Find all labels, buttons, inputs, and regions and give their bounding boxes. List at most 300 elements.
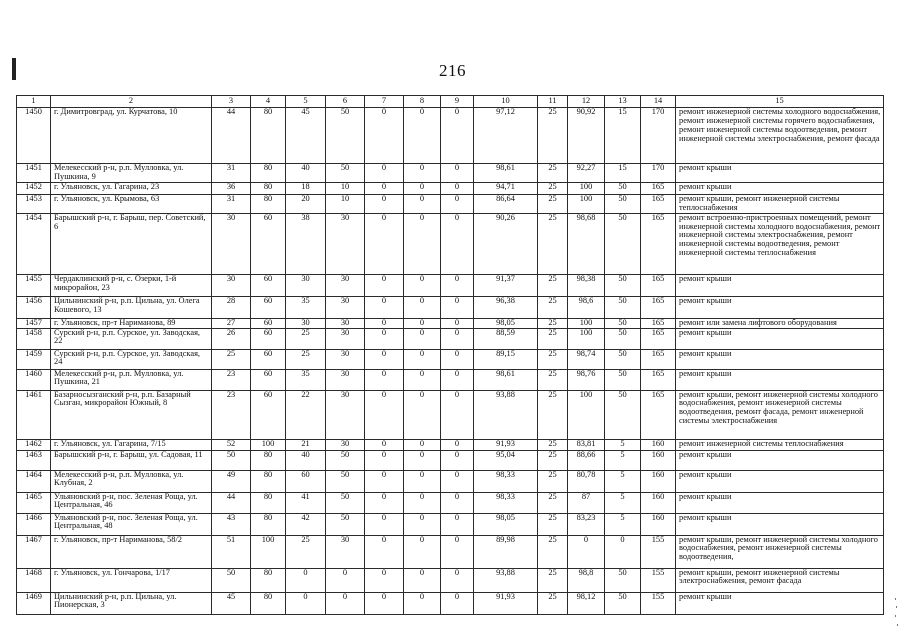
value-cell: 88,66 [568,450,605,470]
value-cell: 0 [441,535,474,568]
value-cell: 98,74 [568,349,605,369]
value-cell: 21 [286,439,326,450]
value-cell: 98,76 [568,369,605,390]
value-cell: 160 [641,470,676,492]
table-row [17,194,884,213]
value-cell: 41 [286,492,326,513]
value-cell: 100 [568,318,605,328]
value-cell: 0 [441,164,474,183]
value-cell: 98,33 [474,492,538,513]
value-cell: 98,61 [474,369,538,390]
works-cell: ремонт инженерной системы холодного водоснабжения, ремонт инженерной системы горячего водоснабжения, ремонт инженерной системы водоотведения, ремонт инженерной системы электроснабжения, ремонт фасада [676,108,884,164]
address-cell: Ульяновский р-н, пос. Зеленая Роща, ул. Центральная, 46 [51,492,212,513]
value-cell: 0 [365,328,404,349]
value-cell: 165 [641,213,676,274]
value-cell: 31 [212,164,251,183]
row-number-cell: 1462 [17,439,51,450]
works-cell: ремонт крыши [676,369,884,390]
value-cell: 25 [538,274,568,296]
works-cell: ремонт крыши [676,328,884,349]
value-cell: 80 [251,450,286,470]
value-cell: 35 [286,296,326,318]
row-number-cell: 1461 [17,390,51,439]
value-cell: 160 [641,439,676,450]
value-cell: 50 [605,592,641,614]
address-cell: г. Ульяновск, ул. Гагарина, 7/15 [51,439,212,450]
value-cell: 88,59 [474,328,538,349]
value-cell: 80 [251,164,286,183]
value-cell: 80 [251,513,286,535]
value-cell: 92,27 [568,164,605,183]
column-number-header: 6 [326,96,365,108]
value-cell: 25 [538,568,568,592]
value-cell: 100 [251,535,286,568]
value-cell: 0 [365,194,404,213]
value-cell: 94,71 [474,182,538,194]
row-number-cell: 1457 [17,318,51,328]
value-cell: 23 [212,369,251,390]
value-cell: 60 [251,213,286,274]
table-row [17,328,884,349]
works-cell: ремонт или замена лифтового оборудования [676,318,884,328]
value-cell: 44 [212,492,251,513]
address-cell: Ульяновский р-н, пос. Зеленая Роща, ул. Центральная, 48 [51,513,212,535]
value-cell: 50 [605,390,641,439]
value-cell: 50 [605,328,641,349]
table-row [17,470,884,492]
value-cell: 0 [365,108,404,164]
value-cell: 80 [251,470,286,492]
row-number-cell: 1456 [17,296,51,318]
works-cell: ремонт крыши, ремонт инженерной системы холодного водоснабжения, ремонт инженерной системы водоотведения, [676,535,884,568]
value-cell: 160 [641,492,676,513]
header-row [17,96,884,108]
value-cell: 80 [251,194,286,213]
value-cell: 25 [538,213,568,274]
value-cell: 60 [251,296,286,318]
value-cell: 83,81 [568,439,605,450]
value-cell: 0 [404,492,441,513]
value-cell: 0 [404,296,441,318]
table-body [17,96,884,615]
table-row [17,492,884,513]
value-cell: 20 [286,194,326,213]
value-cell: 0 [441,274,474,296]
value-cell: 15 [605,164,641,183]
value-cell: 30 [212,274,251,296]
value-cell: 0 [441,592,474,614]
value-cell: 25 [538,513,568,535]
value-cell: 0 [404,450,441,470]
value-cell: 0 [568,535,605,568]
value-cell: 25 [538,328,568,349]
row-number-cell: 1465 [17,492,51,513]
value-cell: 26 [212,328,251,349]
table-row [17,592,884,614]
value-cell: 98,05 [474,513,538,535]
row-number-cell: 1454 [17,213,51,274]
row-number-cell: 1455 [17,274,51,296]
value-cell: 5 [605,450,641,470]
value-cell: 25 [538,439,568,450]
value-cell: 5 [605,439,641,450]
column-number-header: 11 [538,96,568,108]
value-cell: 60 [251,390,286,439]
value-cell: 0 [441,318,474,328]
value-cell: 98,33 [474,470,538,492]
value-cell: 25 [538,492,568,513]
value-cell: 40 [286,450,326,470]
value-cell: 43 [212,513,251,535]
address-cell: Цильнинский р-н, р.п. Цильна, ул. Олега Кошевого, 13 [51,296,212,318]
address-cell: Цильнинский р-н, р.п. Цильна, ул. Пионерская, 3 [51,592,212,614]
value-cell: 0 [404,568,441,592]
address-cell: Мелекесский р-н, р.п. Мулловка, ул. Пушкина, 9 [51,164,212,183]
value-cell: 0 [286,592,326,614]
value-cell: 0 [404,108,441,164]
value-cell: 38 [286,213,326,274]
value-cell: 42 [286,513,326,535]
table-row [17,568,884,592]
table-row [17,296,884,318]
value-cell: 91,93 [474,439,538,450]
value-cell: 0 [441,194,474,213]
value-cell: 93,88 [474,390,538,439]
value-cell: 30 [326,296,365,318]
value-cell: 80 [251,182,286,194]
housing-repair-table [16,95,884,615]
address-cell: Чердаклинский р-н, с. Озерки, 1-й микрорайон, 23 [51,274,212,296]
value-cell: 83,23 [568,513,605,535]
row-number-cell: 1459 [17,349,51,369]
value-cell: 0 [441,513,474,535]
value-cell: 25 [212,349,251,369]
value-cell: 50 [605,349,641,369]
value-cell: 165 [641,328,676,349]
value-cell: 25 [538,349,568,369]
value-cell: 0 [441,568,474,592]
value-cell: 100 [568,390,605,439]
value-cell: 87 [568,492,605,513]
value-cell: 95,04 [474,450,538,470]
value-cell: 0 [441,390,474,439]
value-cell: 0 [365,535,404,568]
value-cell: 51 [212,535,251,568]
address-cell: Мелекесский р-н, р.п. Мулловка, ул. Клубная, 2 [51,470,212,492]
value-cell: 0 [404,535,441,568]
value-cell: 100 [568,194,605,213]
value-cell: 0 [404,592,441,614]
value-cell: 0 [441,213,474,274]
value-cell: 0 [404,328,441,349]
value-cell: 50 [605,213,641,274]
value-cell: 25 [286,349,326,369]
column-number-header: 7 [365,96,404,108]
value-cell: 165 [641,194,676,213]
address-cell: г. Ульяновск, ул. Гагарина, 23 [51,182,212,194]
value-cell: 40 [286,164,326,183]
value-cell: 0 [404,182,441,194]
column-number-header: 1 [17,96,51,108]
value-cell: 35 [286,369,326,390]
row-number-cell: 1466 [17,513,51,535]
value-cell: 0 [365,164,404,183]
value-cell: 0 [365,439,404,450]
value-cell: 50 [605,182,641,194]
value-cell: 0 [404,194,441,213]
value-cell: 0 [365,470,404,492]
value-cell: 80 [251,592,286,614]
value-cell: 50 [326,164,365,183]
value-cell: 28 [212,296,251,318]
value-cell: 93,88 [474,568,538,592]
value-cell: 98,68 [568,213,605,274]
value-cell: 0 [404,213,441,274]
value-cell: 50 [326,450,365,470]
value-cell: 165 [641,274,676,296]
value-cell: 25 [538,296,568,318]
value-cell: 60 [251,328,286,349]
value-cell: 50 [212,568,251,592]
value-cell: 30 [326,390,365,439]
value-cell: 0 [441,108,474,164]
address-cell: Барышский р-н, г. Барыш, ул. Садовая, 11 [51,450,212,470]
value-cell: 0 [365,213,404,274]
row-number-cell: 1458 [17,328,51,349]
value-cell: 86,64 [474,194,538,213]
works-cell: ремонт крыши [676,164,884,183]
value-cell: 0 [404,274,441,296]
value-cell: 165 [641,349,676,369]
row-number-cell: 1460 [17,369,51,390]
value-cell: 25 [538,194,568,213]
table-row [17,369,884,390]
address-cell: Барышский р-н, г. Барыш, пер. Советский, 6 [51,213,212,274]
value-cell: 50 [326,108,365,164]
value-cell: 155 [641,535,676,568]
value-cell: 90,26 [474,213,538,274]
value-cell: 60 [286,470,326,492]
table-row [17,318,884,328]
value-cell: 25 [538,369,568,390]
value-cell: 50 [605,296,641,318]
works-cell: ремонт крыши, ремонт инженерной системы холодного водоснабжения, ремонт инженерной системы водоотведения, ремонт фасада, ремонт инженерной системы электроснабжения [676,390,884,439]
table-row [17,439,884,450]
row-number-cell: 1453 [17,194,51,213]
value-cell: 80 [251,108,286,164]
value-cell: 0 [365,369,404,390]
value-cell: 0 [441,296,474,318]
value-cell: 98,6 [568,296,605,318]
value-cell: 0 [441,328,474,349]
address-cell: г. Ульяновск, пр-т Нариманова, 58/2 [51,535,212,568]
value-cell: 27 [212,318,251,328]
value-cell: 15 [605,108,641,164]
value-cell: 165 [641,390,676,439]
value-cell: 98,05 [474,318,538,328]
value-cell: 30 [212,213,251,274]
value-cell: 50 [605,318,641,328]
works-cell: ремонт крыши [676,296,884,318]
column-number-header: 5 [286,96,326,108]
value-cell: 10 [326,182,365,194]
value-cell: 0 [441,450,474,470]
value-cell: 0 [365,568,404,592]
works-cell: ремонт крыши [676,182,884,194]
column-number-header: 15 [676,96,884,108]
value-cell: 18 [286,182,326,194]
column-number-header: 13 [605,96,641,108]
value-cell: 0 [365,182,404,194]
value-cell: 0 [365,318,404,328]
value-cell: 80 [251,492,286,513]
value-cell: 89,15 [474,349,538,369]
value-cell: 0 [404,318,441,328]
works-cell: ремонт крыши [676,349,884,369]
works-cell: ремонт инженерной системы теплоснабжения [676,439,884,450]
works-cell: ремонт крыши [676,450,884,470]
value-cell: 0 [365,390,404,439]
value-cell: 0 [365,349,404,369]
address-cell: г. Ульяновск, ул. Крымова, 63 [51,194,212,213]
row-number-cell: 1469 [17,592,51,614]
value-cell: 31 [212,194,251,213]
value-cell: 155 [641,568,676,592]
value-cell: 30 [326,535,365,568]
value-cell: 0 [404,390,441,439]
table-row [17,108,884,164]
column-number-header: 10 [474,96,538,108]
value-cell: 5 [605,470,641,492]
value-cell: 170 [641,164,676,183]
value-cell: 98,12 [568,592,605,614]
value-cell: 30 [286,318,326,328]
value-cell: 25 [538,390,568,439]
value-cell: 100 [568,182,605,194]
value-cell: 0 [441,349,474,369]
value-cell: 44 [212,108,251,164]
column-number-header: 12 [568,96,605,108]
works-cell: ремонт встроенно-пристроенных помещений, ремонт инженерной системы холодного водоснабжения, ремонт инженерной системы электроснабжения, ремонт инженерной системы водоотведения, ремонт инженерной системы теплоснабжения [676,213,884,274]
value-cell: 50 [605,369,641,390]
address-cell: г. Ульяновск, ул. Гончарова, 1/17 [51,568,212,592]
value-cell: 0 [326,592,365,614]
value-cell: 160 [641,513,676,535]
value-cell: 0 [365,274,404,296]
value-cell: 25 [538,108,568,164]
value-cell: 0 [404,349,441,369]
value-cell: 0 [404,164,441,183]
value-cell: 30 [326,328,365,349]
value-cell: 25 [538,535,568,568]
value-cell: 60 [251,349,286,369]
value-cell: 52 [212,439,251,450]
value-cell: 25 [538,164,568,183]
value-cell: 0 [365,513,404,535]
table-row [17,182,884,194]
value-cell: 0 [365,296,404,318]
address-cell: Сурский р-н, р.п. Сурское, ул. Заводская, 24 [51,349,212,369]
value-cell: 25 [538,592,568,614]
value-cell: 170 [641,108,676,164]
value-cell: 98,61 [474,164,538,183]
table-row [17,513,884,535]
table-row [17,450,884,470]
column-number-header: 14 [641,96,676,108]
works-cell: ремонт крыши [676,513,884,535]
value-cell: 50 [326,492,365,513]
table-row [17,535,884,568]
address-cell: Базарносызганский р-н, р.п. Базарный Сызган, микрорайон Южный, 8 [51,390,212,439]
value-cell: 50 [605,568,641,592]
value-cell: 0 [404,470,441,492]
value-cell: 60 [251,318,286,328]
value-cell: 98,38 [568,274,605,296]
value-cell: 50 [326,513,365,535]
value-cell: 25 [538,450,568,470]
column-number-header: 3 [212,96,251,108]
value-cell: 23 [212,390,251,439]
value-cell: 50 [605,274,641,296]
value-cell: 165 [641,296,676,318]
value-cell: 10 [326,194,365,213]
table-row [17,390,884,439]
value-cell: 60 [251,274,286,296]
value-cell: 0 [605,535,641,568]
value-cell: 0 [441,439,474,450]
works-cell: ремонт крыши [676,592,884,614]
value-cell: 98,8 [568,568,605,592]
value-cell: 0 [365,492,404,513]
value-cell: 50 [326,470,365,492]
table-row [17,349,884,369]
value-cell: 36 [212,182,251,194]
value-cell: 25 [286,328,326,349]
value-cell: 155 [641,592,676,614]
value-cell: 50 [605,194,641,213]
value-cell: 165 [641,182,676,194]
value-cell: 100 [251,439,286,450]
works-cell: ремонт крыши [676,492,884,513]
value-cell: 50 [212,450,251,470]
value-cell: 0 [441,492,474,513]
value-cell: 25 [538,318,568,328]
value-cell: 0 [404,513,441,535]
works-cell: ремонт крыши, ремонт инженерной системы теплоснабжения [676,194,884,213]
value-cell: 0 [404,369,441,390]
value-cell: 0 [441,182,474,194]
value-cell: 25 [538,470,568,492]
value-cell: 30 [326,349,365,369]
value-cell: 45 [212,592,251,614]
address-cell: Мелекесский р-н, р.п. Мулловка, ул. Пушкина, 21 [51,369,212,390]
value-cell: 100 [568,328,605,349]
value-cell: 30 [326,369,365,390]
column-number-header: 4 [251,96,286,108]
column-number-header: 8 [404,96,441,108]
value-cell: 80,78 [568,470,605,492]
table-row [17,164,884,183]
value-cell: 25 [538,182,568,194]
value-cell: 0 [286,568,326,592]
row-number-cell: 1467 [17,535,51,568]
value-cell: 91,93 [474,592,538,614]
row-number-cell: 1468 [17,568,51,592]
value-cell: 89,98 [474,535,538,568]
value-cell: 30 [326,274,365,296]
page-number: 216 [439,61,466,80]
row-number-cell: 1451 [17,164,51,183]
